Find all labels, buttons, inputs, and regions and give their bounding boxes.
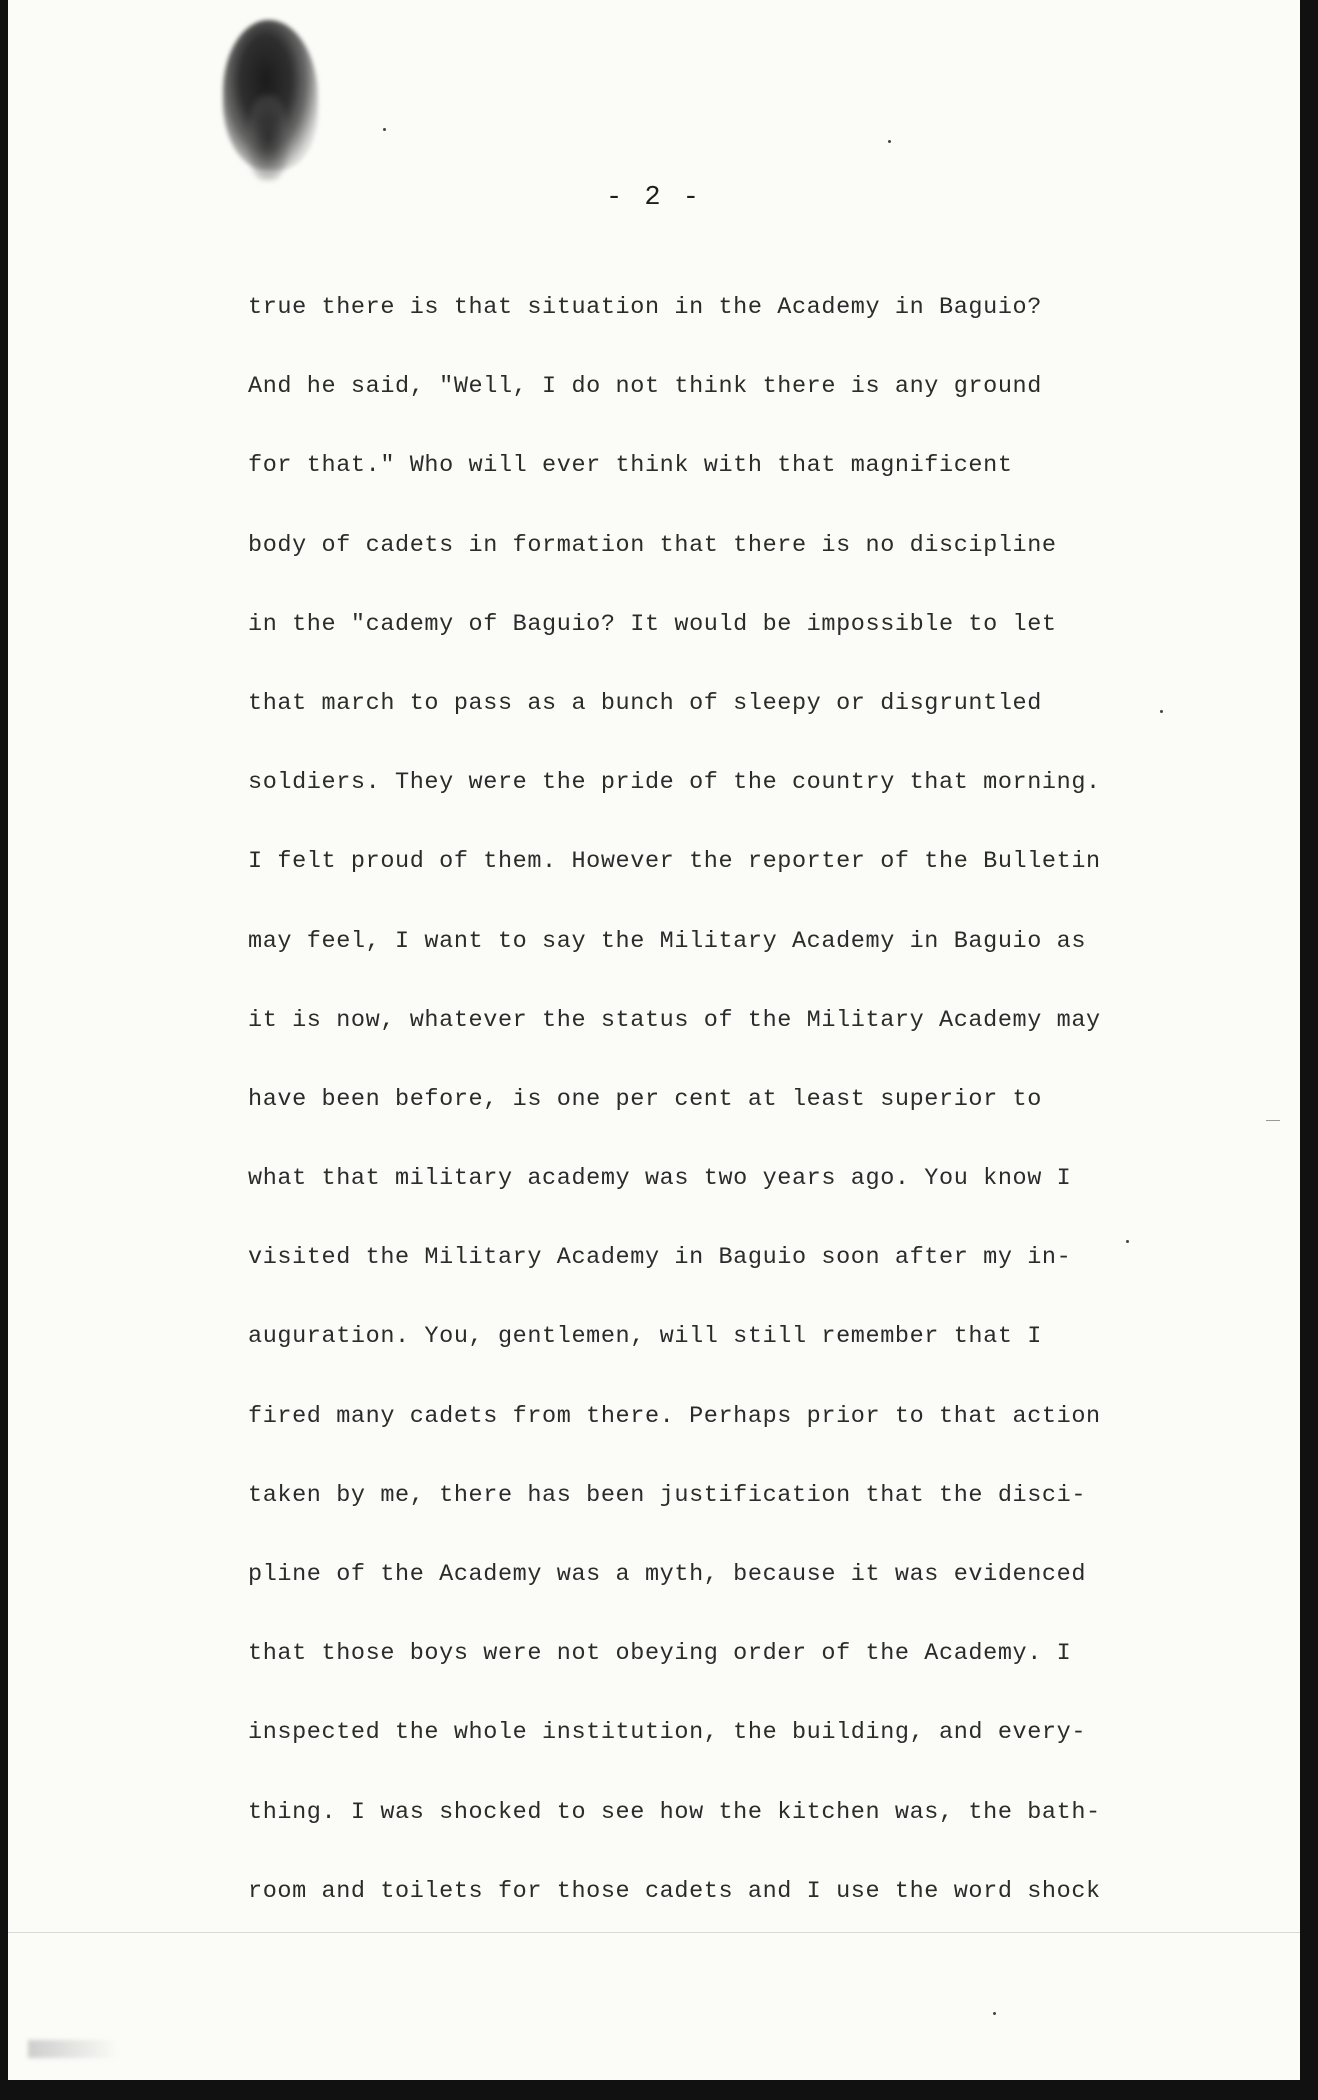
text-line: have been before, is one per cent at least superior to <box>248 1085 1042 1113</box>
text-line: true there is that situation in the Academy in Baguio? <box>248 294 1042 321</box>
margin-mark <box>1266 1120 1280 1121</box>
paper-speck <box>993 2012 996 2015</box>
text-line: may feel, I want to say the Military Academy in Baguio as <box>248 927 1087 955</box>
paper-scuff <box>28 2040 118 2058</box>
text-line: inspected the whole institution, the building, and every- <box>248 1719 1087 1747</box>
text-line: fired many cadets from there. Perhaps prior to that action <box>248 1402 1101 1430</box>
text-line: thing. I was shocked to see how the kitchen was, the bath- <box>248 1798 1101 1826</box>
paper-speck <box>888 140 891 143</box>
paper-speck <box>383 128 386 131</box>
text-line: what that military academy was two years ago. You know I <box>248 1165 1072 1193</box>
page-number: - 2 - <box>605 183 702 213</box>
text-line: room and toilets for those cadets and I use the word shock <box>248 1877 1101 1905</box>
text-line: that those boys were not obeying order of the Academy. I <box>248 1640 1072 1668</box>
text-line: body of cadets in formation that there is no discipline <box>248 531 1057 559</box>
text-line: taken by me, there has been justification that the disci- <box>248 1481 1087 1509</box>
text-line: for that." Who will ever think with that magnificent <box>248 452 1013 480</box>
text-line: pline of the Academy was a myth, because it was evidenced <box>248 1561 1087 1588</box>
text-line: soldiers. They were the pride of the country that morning. <box>248 769 1101 797</box>
text-line: that march to pass as a bunch of sleepy or disgruntled <box>248 689 1042 717</box>
ink-stain-drip <box>248 95 288 180</box>
text-line: visited the Military Academy in Baguio soon after my in- <box>248 1244 1072 1272</box>
text-line: I felt proud of them. However the reporter of the Bulletin <box>248 848 1101 876</box>
scan-line <box>8 1932 1300 1933</box>
typed-body-text <box>248 283 1208 1946</box>
text-line: it is now, whatever the status of the Military Academy may <box>248 1006 1101 1034</box>
text-line: And he said, "Well, I do not think there is any ground <box>248 373 1042 401</box>
text-line: auguration. You, gentlemen, will still remember that I <box>248 1323 1042 1351</box>
document-page <box>8 0 1300 2080</box>
text-line: in the "cademy of Baguio? It would be impossible to let <box>248 610 1057 638</box>
